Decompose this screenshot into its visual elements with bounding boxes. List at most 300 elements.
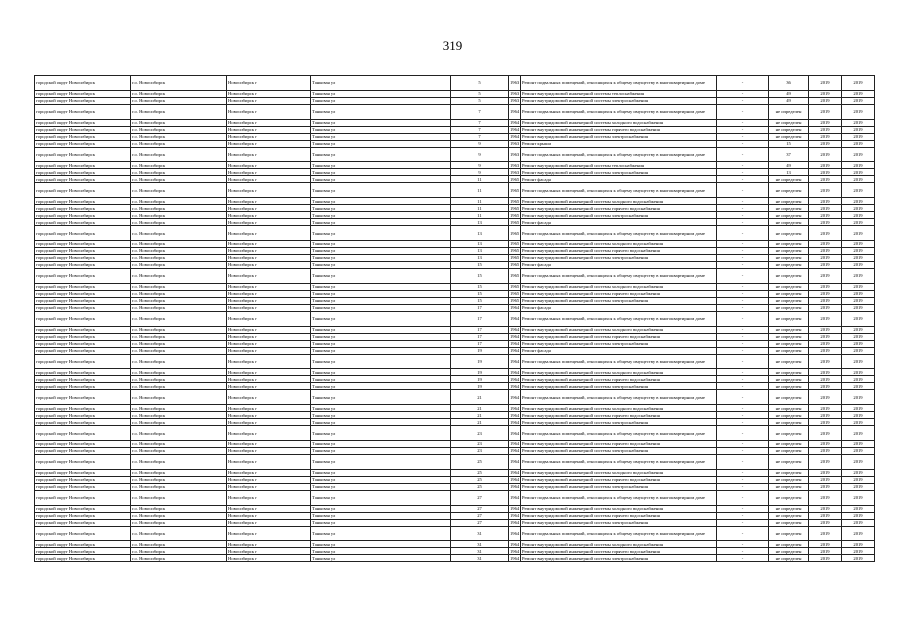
settlement-cell: г.о. Новосибирск xyxy=(131,541,227,548)
area-cell: 15 xyxy=(769,140,809,147)
work-type-cell: Ремонт внутридомовой инженерной системы электроснабжения xyxy=(521,419,717,426)
dash-cell: - xyxy=(717,104,769,119)
district-cell: городской округ Новосибирск xyxy=(35,469,131,476)
area-cell: не определен xyxy=(769,548,809,555)
table-row xyxy=(35,169,875,176)
build-year-cell: 1965 xyxy=(510,255,520,261)
street-cell: Танковая ул xyxy=(311,383,451,390)
house-number-cell: 5 xyxy=(451,76,509,91)
house-number-cell: 15 xyxy=(451,268,509,283)
work-type-cell: Ремонт подвальных помещений, относящихся к общему имуществу в многоквартирном доме xyxy=(521,390,717,405)
plan-year-start-cell: 2019 xyxy=(809,405,842,412)
district-cell: городской округ Новосибирск xyxy=(35,198,131,205)
street-cell: Танковая ул xyxy=(311,476,451,483)
area-cell: не определен xyxy=(769,505,809,512)
settlement-cell: г.о. Новосибирск xyxy=(131,469,227,476)
table-row xyxy=(35,548,875,555)
settlement-cell: г.о. Новосибирск xyxy=(131,376,227,383)
settlement-cell: г.о. Новосибирск xyxy=(131,548,227,555)
build-year-cell: 1965 xyxy=(510,212,520,218)
plan-year-end-cell: 2019 xyxy=(842,290,875,297)
settlement-cell: г.о. Новосибирск xyxy=(131,147,227,162)
area-cell: не определен xyxy=(769,311,809,326)
settlement-cell: г.о. Новосибирск xyxy=(131,247,227,254)
table-row xyxy=(35,212,875,219)
work-type-cell: Ремонт внутридомовой инженерной системы горячего водоснабжения xyxy=(521,290,717,297)
build-year-cell: 1964 xyxy=(510,327,520,333)
dash-cell: - xyxy=(717,205,769,212)
street-cell: Танковая ул xyxy=(311,548,451,555)
plan-year-end-cell: 2019 xyxy=(842,326,875,333)
street-cell: Танковая ул xyxy=(311,205,451,212)
build-year-cell: 1964 xyxy=(510,405,520,411)
house-number-cell: 21 xyxy=(451,405,509,412)
plan-year-end-cell: 2019 xyxy=(842,254,875,261)
table-row xyxy=(35,133,875,140)
house-number-cell: 27 xyxy=(451,505,509,512)
settlement-cell: г.о. Новосибирск xyxy=(131,219,227,226)
district-cell: городской округ Новосибирск xyxy=(35,447,131,454)
build-year-cell: 1964 xyxy=(510,348,520,354)
settlement-cell: г.о. Новосибирск xyxy=(131,254,227,261)
plan-year-end-cell: 2019 xyxy=(842,440,875,447)
street-cell: Танковая ул xyxy=(311,555,451,562)
build-year-cell: 1964 xyxy=(510,369,520,375)
house-number-cell: 11 xyxy=(451,183,509,198)
build-year-cell: 1965 xyxy=(510,198,520,204)
area-cell: не определен xyxy=(769,347,809,354)
dash-cell: - xyxy=(717,340,769,347)
settlement-cell: г.о. Новосибирск xyxy=(131,369,227,376)
build-year-cell: 1963 xyxy=(510,162,520,168)
work-type-cell: Ремонт фасада xyxy=(521,304,717,311)
district-cell: городской округ Новосибирск xyxy=(35,454,131,469)
district-cell: городской округ Новосибирск xyxy=(35,426,131,441)
district-cell: городской округ Новосибирск xyxy=(35,326,131,333)
table-row xyxy=(35,526,875,541)
build-year-cell: 1965 xyxy=(510,241,520,247)
table-row xyxy=(35,419,875,426)
plan-year-end-cell: 2019 xyxy=(842,419,875,426)
dash-cell: - xyxy=(717,268,769,283)
plan-year-end-cell: 2019 xyxy=(842,97,875,104)
dash-cell: - xyxy=(717,354,769,369)
plan-year-start-cell: 2019 xyxy=(809,283,842,290)
plan-year-end-cell: 2019 xyxy=(842,347,875,354)
city-cell: Новосибирск г xyxy=(227,412,311,419)
table-row xyxy=(35,519,875,526)
house-number-cell: 25 xyxy=(451,454,509,469)
area-cell: не определен xyxy=(769,340,809,347)
plan-year-end-cell: 2019 xyxy=(842,405,875,412)
settlement-cell: г.о. Новосибирск xyxy=(131,304,227,311)
work-type-cell: Ремонт подвальных помещений, относящихся к общему имуществу в многоквартирном доме xyxy=(521,354,717,369)
house-number-cell: 19 xyxy=(451,354,509,369)
district-cell: городской округ Новосибирск xyxy=(35,268,131,283)
work-type-cell: Ремонт внутридомовой инженерной системы горячего водоснабжения xyxy=(521,205,717,212)
work-type-cell: Ремонт внутридомовой инженерной системы горячего водоснабжения xyxy=(521,333,717,340)
dash-cell: - xyxy=(717,219,769,226)
city-cell: Новосибирск г xyxy=(227,104,311,119)
street-cell: Танковая ул xyxy=(311,369,451,376)
build-year-cell: 1964 xyxy=(510,555,520,561)
street-cell: Танковая ул xyxy=(311,376,451,383)
area-cell: не определен xyxy=(769,104,809,119)
district-cell: городской округ Новосибирск xyxy=(35,97,131,104)
plan-year-start-cell: 2019 xyxy=(809,90,842,97)
dash-cell: - xyxy=(717,454,769,469)
district-cell: городской округ Новосибирск xyxy=(35,369,131,376)
street-cell: Танковая ул xyxy=(311,261,451,268)
plan-year-start-cell: 2019 xyxy=(809,261,842,268)
plan-year-end-cell: 2019 xyxy=(842,340,875,347)
plan-year-start-cell: 2019 xyxy=(809,519,842,526)
city-cell: Новосибирск г xyxy=(227,490,311,505)
build-year-cell: 1963 xyxy=(509,147,521,162)
city-cell: Новосибирск г xyxy=(227,405,311,412)
work-type-cell: Ремонт внутридомовой инженерной системы электроснабжения xyxy=(521,254,717,261)
plan-year-end-cell: 2019 xyxy=(842,526,875,541)
area-cell: не определен xyxy=(769,268,809,283)
work-type-cell: Ремонт внутридомовой инженерной системы горячего водоснабжения xyxy=(521,512,717,519)
build-year-cell: 1965 xyxy=(509,183,521,198)
work-type-cell: Ремонт внутридомовой инженерной системы электроснабжения xyxy=(521,519,717,526)
build-year-cell: 1964 xyxy=(510,383,520,389)
dash-cell: - xyxy=(717,426,769,441)
dash-cell: - xyxy=(717,512,769,519)
plan-year-start-cell: 2019 xyxy=(809,176,842,183)
table-row xyxy=(35,483,875,490)
street-cell: Танковая ул xyxy=(311,219,451,226)
area-cell: 49 xyxy=(769,90,809,97)
table-row xyxy=(35,426,875,441)
build-year-cell: 1964 xyxy=(510,520,520,526)
district-cell: городской округ Новосибирск xyxy=(35,555,131,562)
dash-cell: - xyxy=(717,326,769,333)
city-cell: Новосибирск г xyxy=(227,326,311,333)
settlement-cell: г.о. Новосибирск xyxy=(131,226,227,241)
plan-year-end-cell: 2019 xyxy=(842,297,875,304)
plan-year-end-cell: 2019 xyxy=(842,512,875,519)
city-cell: Новосибирск г xyxy=(227,162,311,169)
street-cell: Танковая ул xyxy=(311,126,451,133)
street-cell: Танковая ул xyxy=(311,454,451,469)
city-cell: Новосибирск г xyxy=(227,90,311,97)
plan-year-start-cell: 2019 xyxy=(809,512,842,519)
work-type-cell: Ремонт внутридомовой инженерной системы холодного водоснабжения xyxy=(521,326,717,333)
table-row xyxy=(35,405,875,412)
plan-year-end-cell: 2019 xyxy=(842,169,875,176)
plan-year-end-cell: 2019 xyxy=(842,369,875,376)
dash-cell: - xyxy=(717,247,769,254)
table-row xyxy=(35,119,875,126)
dash-cell: - xyxy=(717,147,769,162)
city-cell: Новосибирск г xyxy=(227,240,311,247)
street-cell: Танковая ул xyxy=(311,76,451,91)
build-year-cell: 1964 xyxy=(510,506,520,512)
street-cell: Танковая ул xyxy=(311,198,451,205)
settlement-cell: г.о. Новосибирск xyxy=(131,290,227,297)
city-cell: Новосибирск г xyxy=(227,376,311,383)
district-cell: городской округ Новосибирск xyxy=(35,119,131,126)
street-cell: Танковая ул xyxy=(311,340,451,347)
city-cell: Новосибирск г xyxy=(227,254,311,261)
dash-cell: - xyxy=(717,304,769,311)
work-type-cell: Ремонт фасада xyxy=(521,176,717,183)
build-year-cell: 1964 xyxy=(510,341,520,347)
dash-cell: - xyxy=(717,126,769,133)
city-cell: Новосибирск г xyxy=(227,440,311,447)
area-cell: не определен xyxy=(769,261,809,268)
settlement-cell: г.о. Новосибирск xyxy=(131,90,227,97)
plan-year-start-cell: 2019 xyxy=(809,426,842,441)
city-cell: Новосибирск г xyxy=(227,304,311,311)
area-cell: не определен xyxy=(769,483,809,490)
house-number-cell: 5 xyxy=(451,97,509,104)
plan-year-start-cell: 2019 xyxy=(809,383,842,390)
city-cell: Новосибирск г xyxy=(227,426,311,441)
plan-year-start-cell: 2019 xyxy=(809,104,842,119)
district-cell: городской округ Новосибирск xyxy=(35,311,131,326)
area-cell: не определен xyxy=(769,176,809,183)
plan-year-start-cell: 2019 xyxy=(809,505,842,512)
area-cell: не определен xyxy=(769,447,809,454)
table-row xyxy=(35,176,875,183)
table-row xyxy=(35,390,875,405)
build-year-cell: 1965 xyxy=(510,284,520,290)
plan-year-start-cell: 2019 xyxy=(809,162,842,169)
settlement-cell: г.о. Новосибирск xyxy=(131,512,227,519)
build-year-cell: 1964 xyxy=(509,526,521,541)
dash-cell: - xyxy=(717,140,769,147)
work-type-cell: Ремонт внутридомовой инженерной системы электроснабжения xyxy=(521,383,717,390)
city-cell: Новосибирск г xyxy=(227,369,311,376)
settlement-cell: г.о. Новосибирск xyxy=(131,426,227,441)
city-cell: Новосибирск г xyxy=(227,476,311,483)
plan-year-start-cell: 2019 xyxy=(809,183,842,198)
dash-cell: - xyxy=(717,419,769,426)
plan-year-end-cell: 2019 xyxy=(842,219,875,226)
plan-year-start-cell: 2019 xyxy=(809,340,842,347)
dash-cell: - xyxy=(717,97,769,104)
area-cell: не определен xyxy=(769,290,809,297)
plan-year-end-cell: 2019 xyxy=(842,483,875,490)
house-number-cell: 7 xyxy=(451,126,509,133)
work-type-cell: Ремонт внутридомовой инженерной системы горячего водоснабжения xyxy=(521,126,717,133)
plan-year-end-cell: 2019 xyxy=(842,226,875,241)
area-cell: не определен xyxy=(769,304,809,311)
city-cell: Новосибирск г xyxy=(227,469,311,476)
street-cell: Танковая ул xyxy=(311,147,451,162)
house-number-cell: 13 xyxy=(451,226,509,241)
work-type-cell: Ремонт внутридомовой инженерной системы электроснабжения xyxy=(521,340,717,347)
table-body xyxy=(35,76,875,562)
plan-year-end-cell: 2019 xyxy=(842,376,875,383)
city-cell: Новосибирск г xyxy=(227,548,311,555)
plan-year-end-cell: 2019 xyxy=(842,140,875,147)
plan-year-end-cell: 2019 xyxy=(842,247,875,254)
build-year-cell: 1964 xyxy=(509,104,521,119)
work-type-cell: Ремонт внутридомовой инженерной системы холодного водоснабжения xyxy=(521,541,717,548)
build-year-cell: 1965 xyxy=(510,248,520,254)
street-cell: Танковая ул xyxy=(311,254,451,261)
work-type-cell: Ремонт подвальных помещений, относящихся к общему имуществу в многоквартирном доме xyxy=(521,526,717,541)
street-cell: Танковая ул xyxy=(311,247,451,254)
table-row xyxy=(35,354,875,369)
district-cell: городской округ Новосибирск xyxy=(35,254,131,261)
table-row xyxy=(35,376,875,383)
house-number-cell: 7 xyxy=(451,133,509,140)
build-year-cell: 1964 xyxy=(510,448,520,454)
table-row xyxy=(35,347,875,354)
street-cell: Танковая ул xyxy=(311,90,451,97)
plan-year-start-cell: 2019 xyxy=(809,333,842,340)
street-cell: Танковая ул xyxy=(311,97,451,104)
area-cell: не определен xyxy=(769,426,809,441)
area-cell: не определен xyxy=(769,469,809,476)
street-cell: Танковая ул xyxy=(311,268,451,283)
build-year-cell: 1965 xyxy=(510,298,520,304)
district-cell: городской округ Новосибирск xyxy=(35,126,131,133)
work-type-cell: Ремонт внутридомовой инженерной системы холодного водоснабжения xyxy=(521,405,717,412)
district-cell: городской округ Новосибирск xyxy=(35,419,131,426)
work-type-cell: Ремонт внутридомовой инженерной системы холодного водоснабжения xyxy=(521,369,717,376)
house-number-cell: 13 xyxy=(451,247,509,254)
area-cell: не определен xyxy=(769,405,809,412)
street-cell: Танковая ул xyxy=(311,104,451,119)
street-cell: Танковая ул xyxy=(311,354,451,369)
dash-cell: - xyxy=(717,212,769,219)
settlement-cell: г.о. Новосибирск xyxy=(131,505,227,512)
table-row xyxy=(35,198,875,205)
area-cell: не определен xyxy=(769,247,809,254)
area-cell: 37 xyxy=(769,147,809,162)
build-year-cell: 1964 xyxy=(510,134,520,140)
table-row xyxy=(35,512,875,519)
dash-cell: - xyxy=(717,283,769,290)
settlement-cell: г.о. Новосибирск xyxy=(131,76,227,91)
settlement-cell: г.о. Новосибирск xyxy=(131,205,227,212)
build-year-cell: 1965 xyxy=(510,176,520,182)
dash-cell: - xyxy=(717,333,769,340)
house-number-cell: 19 xyxy=(451,347,509,354)
house-number-cell: 13 xyxy=(451,254,509,261)
plan-year-start-cell: 2019 xyxy=(809,419,842,426)
area-cell: 49 xyxy=(769,162,809,169)
city-cell: Новосибирск г xyxy=(227,311,311,326)
house-number-cell: 7 xyxy=(451,104,509,119)
area-cell: не определен xyxy=(769,119,809,126)
district-cell: городской округ Новосибирск xyxy=(35,133,131,140)
plan-year-end-cell: 2019 xyxy=(842,183,875,198)
district-cell: городской округ Новосибирск xyxy=(35,383,131,390)
plan-year-start-cell: 2019 xyxy=(809,548,842,555)
work-type-cell: Ремонт подвальных помещений, относящихся к общему имуществу в многоквартирном доме xyxy=(521,490,717,505)
dash-cell: - xyxy=(717,133,769,140)
city-cell: Новосибирск г xyxy=(227,383,311,390)
street-cell: Танковая ул xyxy=(311,490,451,505)
plan-year-start-cell: 2019 xyxy=(809,526,842,541)
build-year-cell: 1963 xyxy=(509,76,521,91)
table-row xyxy=(35,383,875,390)
plan-year-start-cell: 2019 xyxy=(809,219,842,226)
table-row xyxy=(35,147,875,162)
work-type-cell: Ремонт внутридомовой инженерной системы горячего водоснабжения xyxy=(521,476,717,483)
district-cell: городской округ Новосибирск xyxy=(35,104,131,119)
table-row xyxy=(35,555,875,562)
settlement-cell: г.о. Новосибирск xyxy=(131,340,227,347)
house-number-cell: 9 xyxy=(451,147,509,162)
build-year-cell: 1964 xyxy=(509,426,521,441)
settlement-cell: г.о. Новосибирск xyxy=(131,126,227,133)
plan-year-start-cell: 2019 xyxy=(809,126,842,133)
settlement-cell: г.о. Новосибирск xyxy=(131,476,227,483)
district-cell: городской округ Новосибирск xyxy=(35,347,131,354)
city-cell: Новосибирск г xyxy=(227,126,311,133)
settlement-cell: г.о. Новосибирск xyxy=(131,412,227,419)
city-cell: Новосибирск г xyxy=(227,297,311,304)
street-cell: Танковая ул xyxy=(311,133,451,140)
build-year-cell: 1963 xyxy=(510,91,520,97)
work-type-cell: Ремонт внутридомовой инженерной системы горячего водоснабжения xyxy=(521,412,717,419)
street-cell: Танковая ул xyxy=(311,326,451,333)
plan-year-start-cell: 2019 xyxy=(809,119,842,126)
table-row xyxy=(35,476,875,483)
area-cell: не определен xyxy=(769,555,809,562)
city-cell: Новосибирск г xyxy=(227,333,311,340)
table-row xyxy=(35,126,875,133)
table-row xyxy=(35,311,875,326)
house-number-cell: 17 xyxy=(451,326,509,333)
build-year-cell: 1964 xyxy=(510,120,520,126)
plan-year-end-cell: 2019 xyxy=(842,283,875,290)
city-cell: Новосибирск г xyxy=(227,97,311,104)
area-cell: не определен xyxy=(769,283,809,290)
house-number-cell: 11 xyxy=(451,212,509,219)
district-cell: городской округ Новосибирск xyxy=(35,76,131,91)
area-cell: не определен xyxy=(769,198,809,205)
area-cell: не определен xyxy=(769,454,809,469)
street-cell: Танковая ул xyxy=(311,440,451,447)
dash-cell: - xyxy=(717,76,769,91)
build-year-cell: 1965 xyxy=(510,291,520,297)
street-cell: Танковая ул xyxy=(311,541,451,548)
street-cell: Танковая ул xyxy=(311,519,451,526)
plan-year-start-cell: 2019 xyxy=(809,454,842,469)
work-type-cell: Ремонт внутридомовой инженерной системы электроснабжения xyxy=(521,483,717,490)
table-row xyxy=(35,183,875,198)
dash-cell: - xyxy=(717,290,769,297)
dash-cell: - xyxy=(717,469,769,476)
city-cell: Новосибирск г xyxy=(227,76,311,91)
work-type-cell: Ремонт внутридомовой инженерной системы горячего водоснабжения xyxy=(521,376,717,383)
street-cell: Танковая ул xyxy=(311,526,451,541)
city-cell: Новосибирск г xyxy=(227,119,311,126)
settlement-cell: г.о. Новосибирск xyxy=(131,97,227,104)
settlement-cell: г.о. Новосибирск xyxy=(131,198,227,205)
settlement-cell: г.о. Новосибирск xyxy=(131,555,227,562)
house-number-cell: 31 xyxy=(451,526,509,541)
area-cell: не определен xyxy=(769,126,809,133)
plan-year-end-cell: 2019 xyxy=(842,104,875,119)
work-type-cell: Ремонт внутридомовой инженерной системы холодного водоснабжения xyxy=(521,283,717,290)
work-type-cell: Ремонт внутридомовой инженерной системы холодного водоснабжения xyxy=(521,240,717,247)
house-number-cell: 25 xyxy=(451,476,509,483)
table-row xyxy=(35,140,875,147)
plan-year-end-cell: 2019 xyxy=(842,333,875,340)
house-number-cell: 23 xyxy=(451,440,509,447)
dash-cell: - xyxy=(717,548,769,555)
